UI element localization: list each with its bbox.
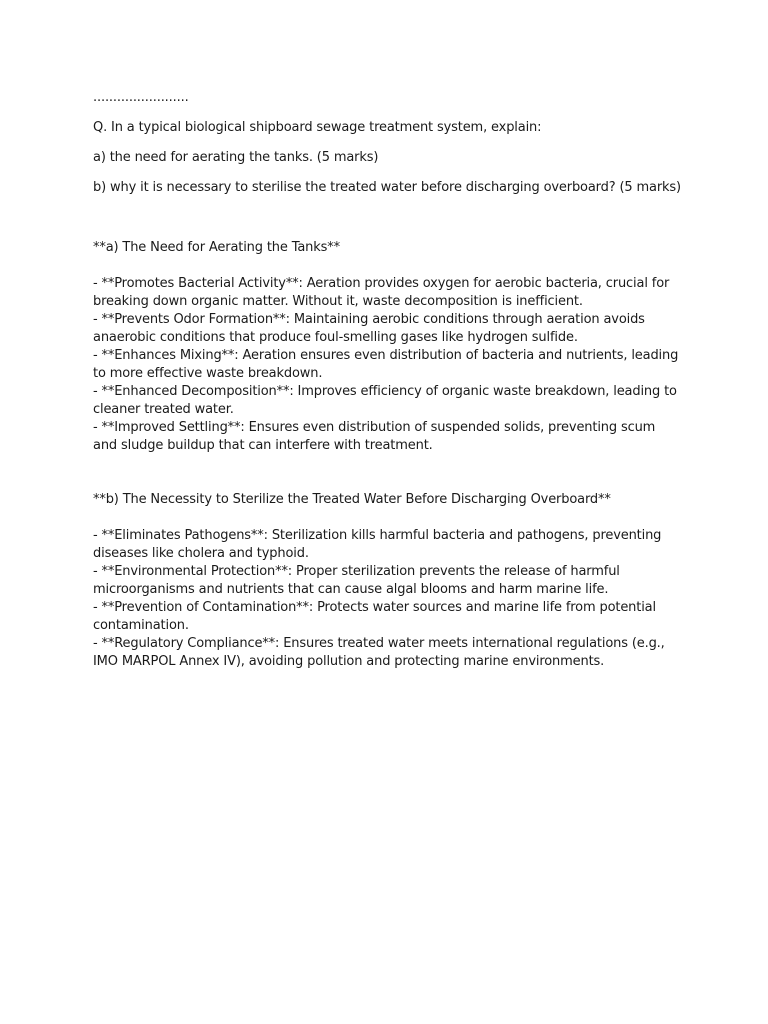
list-item: - **Prevention of Contamination**: Protects water sources and marine life from potential contamination.: [93, 600, 656, 633]
question-text: Q. In a typical biological shipboard sewage treatment system, explain:: [93, 120, 542, 135]
section-b-heading: **b) The Necessity to Sterilize the Treated Water Before Discharging Overboard**: [93, 492, 611, 507]
list-item: - **Regulatory Compliance**: Ensures treated water meets international regulations (e.g., IMO MARPOL Annex IV), avoiding pollution and protecting marine environments.: [93, 636, 665, 669]
document-page: [93, 89, 683, 671]
dotted-separator: ........................: [93, 90, 189, 105]
list-item: - **Promotes Bacterial Activity**: Aeration provides oxygen for aerobic bacteria, crucial for breaking down organic matter. Without it, waste decomposition is inefficient.: [93, 276, 670, 309]
list-item: - **Environmental Protection**: Proper sterilization prevents the release of harmful microorganisms and nutrients that can cause algal blooms and harm marine life.: [93, 564, 620, 597]
question-part-a: a) the need for aerating the tanks. (5 marks): [93, 150, 379, 165]
spacer: [93, 197, 683, 239]
list-item: - **Eliminates Pathogens**: Sterilization kills harmful bacteria and pathogens, preventing diseases like cholera and typhoid.: [93, 528, 662, 561]
list-item: - **Enhances Mixing**: Aeration ensures even distribution of bacteria and nutrients, leading to more effective waste breakdown.: [93, 348, 679, 381]
section-b-list: [93, 527, 683, 671]
spacer: [93, 455, 683, 491]
question-part-b: b) why it is necessary to sterilise the treated water before discharging overboard? (5 marks): [93, 180, 681, 195]
section-a-list: [93, 275, 683, 455]
list-item: - **Improved Settling**: Ensures even distribution of suspended solids, preventing scum and sludge buildup that can interfere with treatment.: [93, 420, 656, 453]
list-item: - **Enhanced Decomposition**: Improves efficiency of organic waste breakdown, leading to cleaner treated water.: [93, 384, 677, 417]
list-item: - **Prevents Odor Formation**: Maintaining aerobic conditions through aeration avoids anaerobic conditions that produce foul-smelling gases like hydrogen sulfide.: [93, 312, 645, 345]
section-a-heading: **a) The Need for Aerating the Tanks**: [93, 240, 340, 255]
